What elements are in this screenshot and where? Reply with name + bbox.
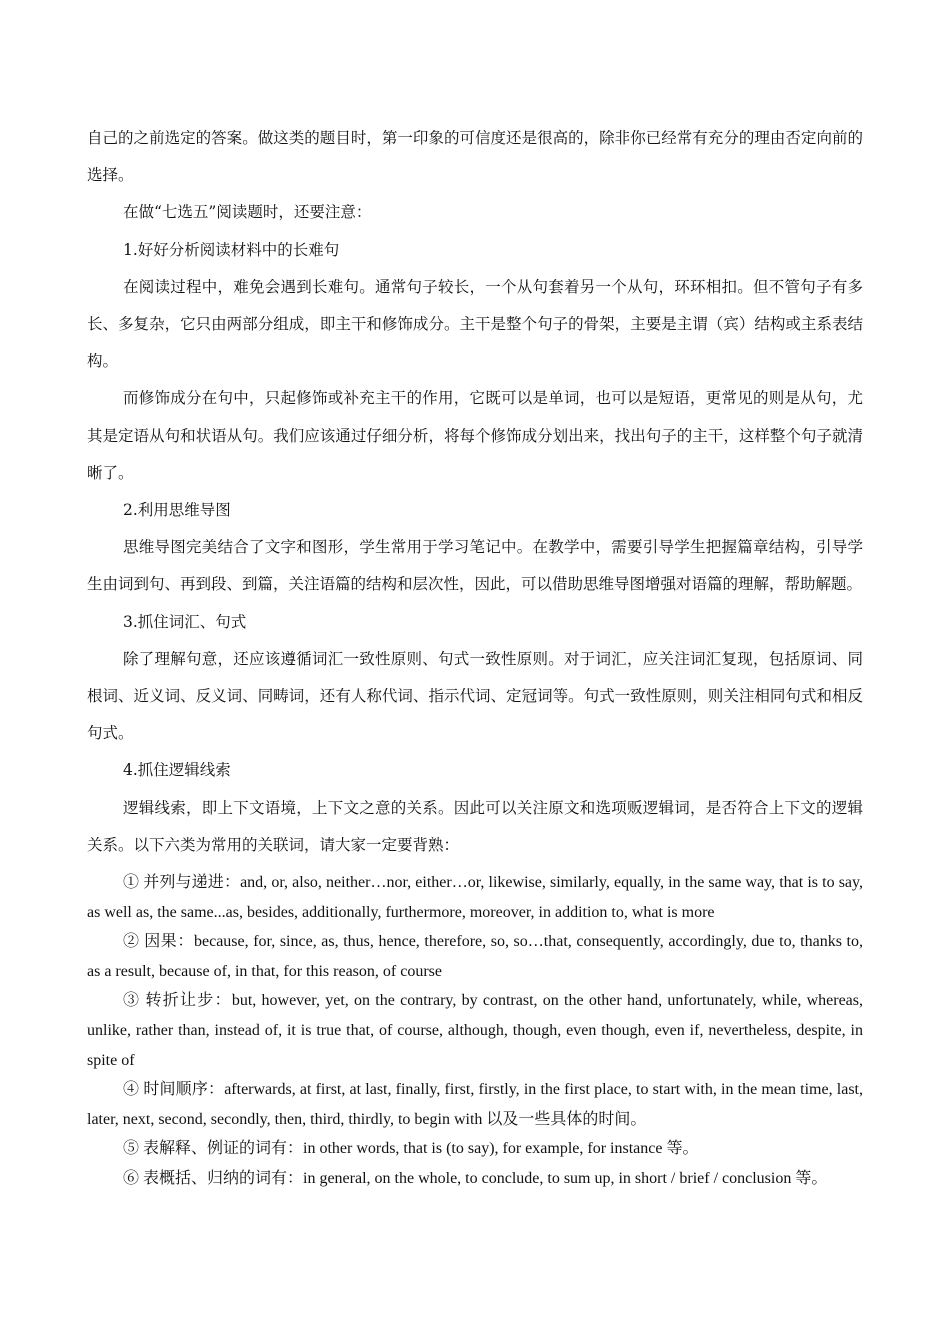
list-item-coordination: ① 并列与递进：and, or, also, neither…nor, either…or, likewise, similarly, equally, in the same way, that is to say, as well as, the same...as, besides, additionally, furthermore, moreover, in addition to, what is more (87, 874, 863, 921)
paragraph-mind-map: 思维导图完美结合了文字和图形，学生常用于学习笔记中。在教学中，需要引导学生把握篇章结构，引导学生由词到句、再到段、到篇，关注语篇的结构和层次性，因此，可以借助思维导图增强对语篇的理解，帮助解题。 (87, 538, 863, 594)
document-body (87, 120, 863, 1194)
list-item-summary: ⑥ 表概括、归纳的词有：in general, on the whole, to conclude, to sum up, in short / brief / conclusion 等。 (123, 1170, 828, 1187)
section-heading-3: 3.抓住词汇、句式 (123, 612, 247, 631)
paragraph-long-sentences: 在阅读过程中，难免会遇到长难句。通常句子较长，一个从句套着另一个从句，环环相扣。但不管句子有多长、多复杂，它只由两部分组成，即主干和修饰成分。主干是整个句子的骨架，主要是主谓（宾）结构或主系表结构。 (87, 277, 863, 371)
paragraph-intro: 在做“七选五”阅读题时，还要注意： (123, 203, 372, 222)
section-heading-1: 1.好好分析阅读材料中的长难句 (123, 240, 340, 259)
paragraph-modifiers: 而修饰成分在句中，只起修饰或补充主干的作用，它既可以是单词，也可以是短语，更常见的则是从句，尤其是定语从句和状语从句。我们应该通过仔细分析，将每个修饰成分划出来，找出句子的主干，这样整个句子就清晰了。 (87, 389, 863, 482)
list-item-cause-effect: ② 因果：because, for, since, as, thus, hence, therefore, so, so…that, consequently, accordingly, due to, thanks to, as a result, because of, in that, for this reason, of course (87, 933, 863, 980)
paragraph-vocabulary: 除了理解句意，还应该遵循词汇一致性原则、句式一致性原则。对于词汇，应关注词汇复现，包括原词、同根词、近义词、反义词、同畴词，还有人称代词、指示代词、定冠词等。句式一致性原则，则关注相同句式和相反句式。 (87, 649, 863, 743)
section-heading-4: 4.抓住逻辑线索 (123, 761, 231, 780)
paragraph-continuation: 自己的之前选定的答案。做这类的题目时，第一印象的可信度还是很高的，除非你已经常有充分的理由否定向前的选择。 (87, 129, 863, 185)
paragraph-logic: 逻辑线索，即上下文语境，上下文之意的关系。因此可以关注原文和选项贩逻辑词，是否符合上下文的逻辑关系。以下六类为常用的关联词，请大家一定要背熟： (87, 798, 863, 854)
list-item-contrast: ③ 转折让步：but, however, yet, on the contrary, by contrast, on the other hand, unfortunately, while, whereas, unlike, rather than, instead of, it is true that, of course, although, though, even though, even if, nevertheless, despite, in spite of (87, 992, 863, 1069)
list-item-explanation: ⑤ 表解释、例证的词有：in other words, that is (to say), for example, for instance 等。 (123, 1140, 699, 1158)
list-item-time-order: ④ 时间顺序：afterwards, at first, at last, finally, first, firstly, in the first place, to start with, in the mean time, last, later, next, second, secondly, then, third, thirdly, to begin with 以及一些具体的时间。 (87, 1081, 863, 1128)
section-heading-2: 2.利用思维导图 (123, 501, 231, 520)
